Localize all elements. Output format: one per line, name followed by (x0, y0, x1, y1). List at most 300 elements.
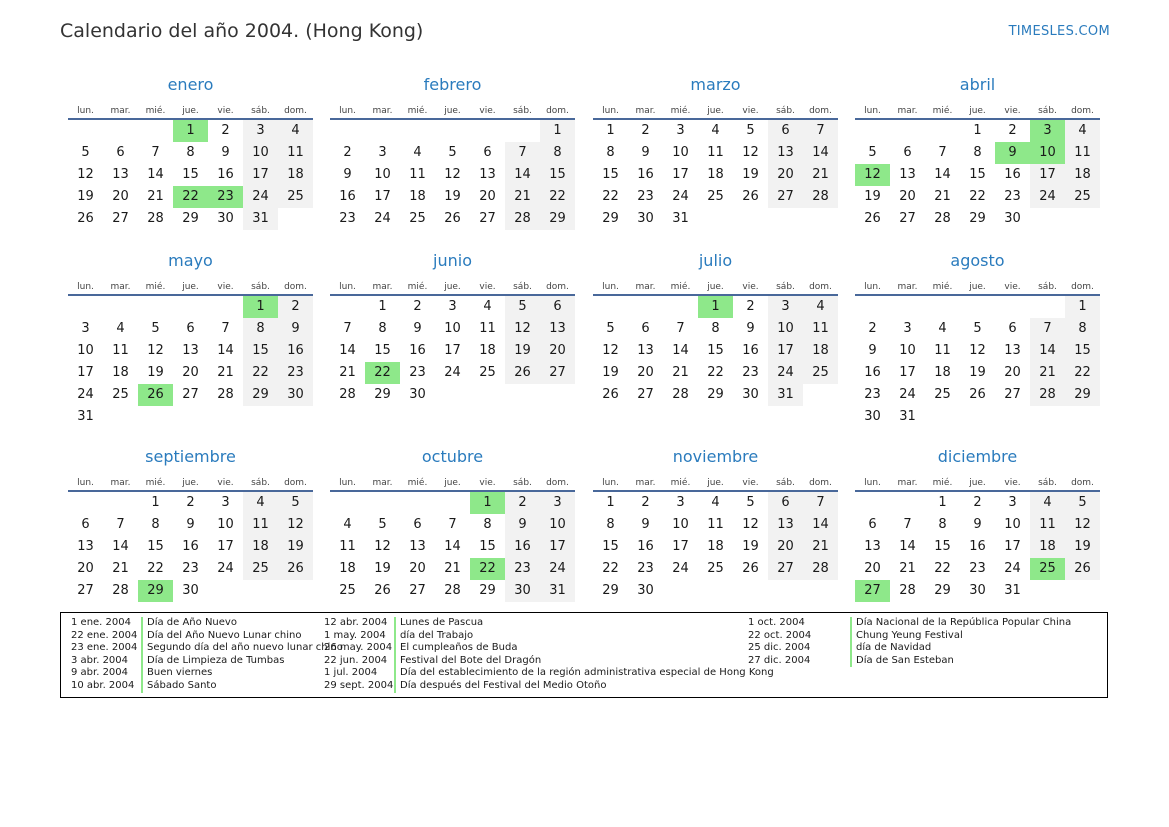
weekday-header (68, 96, 313, 120)
day-cell: 14 (217, 343, 234, 358)
day-cell: 6 (116, 145, 125, 160)
day-cell: 11 (707, 145, 724, 160)
day-cell: 14 (899, 539, 916, 554)
holiday-date: 26 may. 2004 (324, 642, 393, 654)
day-cell: 4 (483, 299, 492, 314)
day-cell: 10 (672, 145, 689, 160)
weekday-label: mar. (372, 478, 393, 488)
day-grid (330, 296, 575, 406)
holiday-name: Lunes de Pascua (394, 617, 483, 630)
legend-row (71, 655, 343, 668)
holiday-date: 22 ene. 2004 (71, 629, 138, 641)
legend-row (71, 680, 343, 693)
day-cell: 20 (899, 189, 916, 204)
empty-cell (330, 296, 365, 318)
empty-cell (103, 296, 138, 318)
day-cell: 13 (768, 142, 803, 164)
month-julio (593, 250, 838, 406)
day-cell: 12 (602, 343, 619, 358)
day-cell: 20 (540, 340, 575, 362)
day-cell: 16 (409, 343, 426, 358)
day-cell: 16 (1004, 167, 1021, 182)
day-cell: 18 (243, 536, 278, 558)
day-cell: 8 (483, 517, 492, 532)
day-cell: 16 (505, 536, 540, 558)
day-cell: 7 (1030, 318, 1065, 340)
weekday-label: lun. (339, 282, 356, 292)
holiday-name: Sábado Santo (141, 680, 216, 693)
holiday-day: 1 (243, 296, 278, 318)
day-cell: 7 (803, 120, 838, 142)
empty-cell (890, 120, 925, 142)
day-cell: 6 (483, 145, 492, 160)
legend-row (71, 630, 343, 643)
day-cell: 27 (768, 558, 803, 580)
day-cell: 27 (182, 387, 199, 402)
day-cell: 23 (637, 561, 654, 576)
day-cell: 26 (742, 189, 759, 204)
holiday-name: Día de San Esteban (850, 655, 954, 668)
day-cell: 14 (1030, 340, 1065, 362)
weekday-label: sáb. (776, 106, 795, 116)
day-cell: 19 (1065, 536, 1100, 558)
day-cell: 3 (768, 296, 803, 318)
day-cell: 4 (413, 145, 422, 160)
day-cell: 29 (540, 208, 575, 230)
day-cell: 2 (186, 495, 195, 510)
weekday-label: sáb. (251, 106, 270, 116)
day-cell: 30 (637, 211, 654, 226)
day-cell: 26 (742, 561, 759, 576)
day-cell: 21 (934, 189, 951, 204)
day-cell: 10 (444, 321, 461, 336)
holiday-date: 25 dic. 2004 (748, 642, 811, 654)
month-name: septiembre (145, 447, 236, 466)
weekday-label: mié. (145, 106, 166, 116)
day-cell: 25 (1065, 186, 1100, 208)
holiday-name: Chung Yeung Festival (850, 630, 963, 643)
empty-cell (435, 492, 470, 514)
weekday-label: sáb. (776, 478, 795, 488)
day-cell: 11 (707, 517, 724, 532)
weekday-label: mar. (897, 478, 918, 488)
weekday-label: mié. (407, 106, 428, 116)
empty-cell (400, 120, 435, 142)
day-cell: 22 (969, 189, 986, 204)
weekday-label: vie. (1004, 478, 1021, 488)
day-cell: 30 (864, 409, 881, 424)
empty-cell (68, 492, 103, 514)
day-cell: 15 (934, 539, 951, 554)
empty-cell (855, 296, 890, 318)
day-cell: 29 (243, 384, 278, 406)
day-cell: 23 (1004, 189, 1021, 204)
weekday-header (330, 272, 575, 296)
day-cell: 24 (374, 211, 391, 226)
day-cell: 1 (973, 123, 982, 138)
day-cell: 24 (444, 365, 461, 380)
legend-row (748, 630, 1071, 643)
day-cell: 27 (1004, 387, 1021, 402)
day-cell: 26 (602, 387, 619, 402)
day-cell: 26 (444, 211, 461, 226)
day-cell: 3 (676, 123, 685, 138)
empty-cell (505, 120, 540, 142)
day-cell: 24 (1004, 561, 1021, 576)
day-cell: 12 (969, 343, 986, 358)
day-cell: 12 (147, 343, 164, 358)
day-cell: 7 (938, 145, 947, 160)
day-cell: 19 (278, 536, 313, 558)
day-cell: 13 (112, 167, 129, 182)
weekday-label: mar. (110, 106, 131, 116)
holiday-name: Festival del Bote del Dragón (394, 655, 541, 668)
month-mayo (68, 250, 313, 428)
day-cell: 3 (448, 299, 457, 314)
legend-row (324, 617, 774, 630)
day-cell: 10 (243, 142, 278, 164)
day-cell: 10 (77, 343, 94, 358)
weekday-label: vie. (1004, 282, 1021, 292)
day-cell: 9 (505, 514, 540, 536)
holiday-name: Buen viernes (141, 667, 212, 680)
day-cell: 30 (217, 211, 234, 226)
day-cell: 10 (672, 517, 689, 532)
weekday-label: mar. (897, 282, 918, 292)
day-cell: 28 (803, 558, 838, 580)
empty-cell (365, 120, 400, 142)
day-cell: 21 (803, 164, 838, 186)
day-cell: 13 (768, 514, 803, 536)
weekday-label: jue. (182, 106, 199, 116)
day-cell: 30 (637, 583, 654, 598)
day-cell: 2 (641, 123, 650, 138)
month-name: junio (433, 251, 472, 270)
weekday-label: mié. (932, 282, 953, 292)
day-cell: 30 (742, 387, 759, 402)
weekday-label: mar. (635, 282, 656, 292)
weekday-label: lun. (339, 106, 356, 116)
holiday-name: Día del establecimiento de la región administrativa especial de Hong Kong (394, 667, 774, 680)
day-cell: 25 (707, 561, 724, 576)
day-cell: 6 (186, 321, 195, 336)
empty-cell (435, 120, 470, 142)
day-cell: 15 (602, 167, 619, 182)
day-cell: 28 (217, 387, 234, 402)
day-cell: 4 (278, 120, 313, 142)
day-cell: 22 (1065, 362, 1100, 384)
day-cell: 17 (217, 539, 234, 554)
day-cell: 8 (243, 318, 278, 340)
weekday-label: mar. (635, 478, 656, 488)
day-cell: 14 (339, 343, 356, 358)
month-octubre (330, 446, 575, 602)
weekday-header (855, 272, 1100, 296)
day-cell: 11 (1030, 514, 1065, 536)
day-cell: 15 (243, 340, 278, 362)
day-cell: 12 (742, 145, 759, 160)
day-cell: 23 (969, 561, 986, 576)
day-cell: 4 (803, 296, 838, 318)
day-cell: 6 (1008, 321, 1017, 336)
day-cell: 2 (343, 145, 352, 160)
day-cell: 24 (768, 362, 803, 384)
empty-cell (208, 296, 243, 318)
day-cell: 25 (409, 211, 426, 226)
month-abril (855, 74, 1100, 230)
day-cell: 4 (243, 492, 278, 514)
weekday-label: vie. (1004, 106, 1021, 116)
day-cell: 3 (1008, 495, 1017, 510)
day-cell: 27 (540, 362, 575, 384)
day-cell: 6 (81, 517, 90, 532)
day-cell: 10 (540, 514, 575, 536)
day-cell: 31 (1004, 583, 1021, 598)
day-cell: 23 (742, 365, 759, 380)
day-cell: 5 (746, 123, 755, 138)
day-cell: 26 (969, 387, 986, 402)
day-cell: 21 (1030, 362, 1065, 384)
day-cell: 9 (641, 145, 650, 160)
weekday-label: dom. (546, 282, 569, 292)
empty-cell (925, 296, 960, 318)
holiday-day: 1 (173, 120, 208, 142)
day-cell: 11 (1065, 142, 1100, 164)
day-cell: 21 (147, 189, 164, 204)
day-cell: 25 (243, 558, 278, 580)
day-cell: 20 (768, 536, 803, 558)
day-cell: 4 (116, 321, 125, 336)
day-cell: 15 (707, 343, 724, 358)
day-cell: 25 (278, 186, 313, 208)
day-cell: 20 (182, 365, 199, 380)
holiday-date: 9 abr. 2004 (71, 667, 129, 679)
day-cell: 29 (707, 387, 724, 402)
day-cell: 5 (973, 321, 982, 336)
day-cell: 17 (1030, 164, 1065, 186)
day-grid (855, 492, 1100, 602)
weekday-label: dom. (546, 478, 569, 488)
day-cell: 8 (938, 517, 947, 532)
day-cell: 25 (934, 387, 951, 402)
day-grid (593, 492, 838, 602)
empty-cell (593, 296, 628, 318)
day-cell: 19 (602, 365, 619, 380)
legend-column (748, 617, 1071, 667)
holiday-day: 10 (1030, 142, 1065, 164)
day-cell: 5 (81, 145, 90, 160)
holiday-date: 27 dic. 2004 (748, 654, 811, 666)
day-cell: 20 (409, 561, 426, 576)
day-cell: 29 (602, 583, 619, 598)
day-cell: 2 (641, 495, 650, 510)
day-cell: 12 (278, 514, 313, 536)
holiday-date: 29 sept. 2004 (324, 679, 394, 691)
legend-row (748, 642, 1071, 655)
day-cell: 16 (969, 539, 986, 554)
day-cell: 23 (339, 211, 356, 226)
day-grid (855, 296, 1100, 428)
day-cell: 3 (81, 321, 90, 336)
day-cell: 18 (934, 365, 951, 380)
day-cell: 7 (803, 492, 838, 514)
legend-row (71, 667, 343, 680)
holiday-name: Día de Año Nuevo (141, 617, 237, 630)
holiday-date: 10 abr. 2004 (71, 679, 135, 691)
day-cell: 30 (1004, 211, 1021, 226)
holiday-day: 1 (470, 492, 505, 514)
day-cell: 5 (278, 492, 313, 514)
day-cell: 19 (147, 365, 164, 380)
site-link[interactable]: TIMESLES.COM (1008, 24, 1110, 39)
day-cell: 7 (448, 517, 457, 532)
holiday-date: 1 ene. 2004 (71, 617, 131, 628)
holiday-day: 12 (855, 164, 890, 186)
weekday-label: jue. (969, 106, 986, 116)
day-cell: 9 (641, 517, 650, 532)
day-cell: 19 (77, 189, 94, 204)
holiday-date: 1 jul. 2004 (324, 667, 378, 679)
day-cell: 18 (479, 343, 496, 358)
weekday-label: mar. (635, 106, 656, 116)
empty-cell (138, 120, 173, 142)
legend-row (324, 642, 774, 655)
day-cell: 18 (803, 340, 838, 362)
day-cell: 8 (1065, 318, 1100, 340)
weekday-header (68, 468, 313, 492)
day-cell: 16 (217, 167, 234, 182)
day-cell: 13 (637, 343, 654, 358)
day-cell: 6 (540, 296, 575, 318)
empty-cell (173, 296, 208, 318)
month-septiembre (68, 446, 313, 602)
weekday-label: jue. (707, 106, 724, 116)
day-cell: 17 (672, 167, 689, 182)
day-cell: 30 (409, 387, 426, 402)
day-cell: 17 (444, 343, 461, 358)
day-cell: 29 (969, 211, 986, 226)
day-cell: 12 (444, 167, 461, 182)
day-cell: 5 (1065, 492, 1100, 514)
day-cell: 23 (637, 189, 654, 204)
month-name: enero (167, 75, 214, 94)
day-cell: 24 (899, 387, 916, 402)
day-cell: 29 (1065, 384, 1100, 406)
month-diciembre (855, 446, 1100, 602)
weekday-label: jue. (707, 478, 724, 488)
day-cell: 12 (77, 167, 94, 182)
day-cell: 31 (243, 208, 278, 230)
day-cell: 11 (112, 343, 129, 358)
day-cell: 3 (221, 495, 230, 510)
day-cell: 9 (868, 343, 877, 358)
day-cell: 15 (479, 539, 496, 554)
weekday-label: jue. (444, 478, 461, 488)
holiday-day: 9 (995, 142, 1030, 164)
day-cell: 6 (903, 145, 912, 160)
day-cell: 18 (339, 561, 356, 576)
empty-cell (103, 492, 138, 514)
day-cell: 26 (374, 583, 391, 598)
day-cell: 20 (479, 189, 496, 204)
day-cell: 19 (444, 189, 461, 204)
day-cell: 24 (672, 561, 689, 576)
day-cell: 26 (77, 211, 94, 226)
weekday-label: vie. (742, 106, 759, 116)
day-grid (330, 492, 575, 602)
day-cell: 5 (448, 145, 457, 160)
day-cell: 10 (374, 167, 391, 182)
day-cell: 18 (707, 539, 724, 554)
day-cell: 20 (77, 561, 94, 576)
day-grid (68, 296, 313, 428)
legend-row (71, 617, 343, 630)
day-cell: 18 (112, 365, 129, 380)
weekday-label: mié. (670, 106, 691, 116)
day-cell: 15 (969, 167, 986, 182)
day-cell: 17 (899, 365, 916, 380)
empty-cell (995, 296, 1030, 318)
day-cell: 1 (151, 495, 160, 510)
empty-cell (890, 492, 925, 514)
day-cell: 18 (1030, 536, 1065, 558)
day-cell: 17 (77, 365, 94, 380)
day-cell: 16 (278, 340, 313, 362)
day-cell: 3 (243, 120, 278, 142)
weekday-label: mié. (407, 478, 428, 488)
holiday-date: 3 abr. 2004 (71, 654, 129, 666)
day-cell: 25 (707, 189, 724, 204)
weekday-label: mié. (670, 478, 691, 488)
day-cell: 27 (637, 387, 654, 402)
weekday-label: dom. (284, 478, 307, 488)
day-cell: 27 (112, 211, 129, 226)
day-cell: 11 (409, 167, 426, 182)
month-name: agosto (950, 251, 1005, 270)
day-cell: 2 (413, 299, 422, 314)
day-cell: 19 (864, 189, 881, 204)
day-cell: 21 (803, 536, 838, 558)
day-cell: 22 (602, 189, 619, 204)
holiday-day: 22 (173, 186, 208, 208)
day-cell: 29 (479, 583, 496, 598)
day-cell: 30 (505, 580, 540, 602)
day-cell: 11 (339, 539, 356, 554)
weekday-label: vie. (479, 282, 496, 292)
day-cell: 18 (707, 167, 724, 182)
day-cell: 14 (444, 539, 461, 554)
day-cell: 8 (186, 145, 195, 160)
day-cell: 25 (803, 362, 838, 384)
empty-cell (925, 120, 960, 142)
weekday-label: sáb. (1038, 106, 1057, 116)
weekday-label: mar. (110, 478, 131, 488)
day-cell: 8 (711, 321, 720, 336)
weekday-header (593, 468, 838, 492)
day-cell: 5 (505, 296, 540, 318)
legend-row (324, 667, 774, 680)
weekday-label: dom. (284, 282, 307, 292)
weekday-header (593, 272, 838, 296)
day-cell: 23 (278, 362, 313, 384)
day-cell: 24 (217, 561, 234, 576)
weekday-header (593, 96, 838, 120)
weekday-label: jue. (444, 106, 461, 116)
weekday-header (330, 468, 575, 492)
day-cell: 11 (934, 343, 951, 358)
day-cell: 24 (243, 186, 278, 208)
day-cell: 4 (938, 321, 947, 336)
